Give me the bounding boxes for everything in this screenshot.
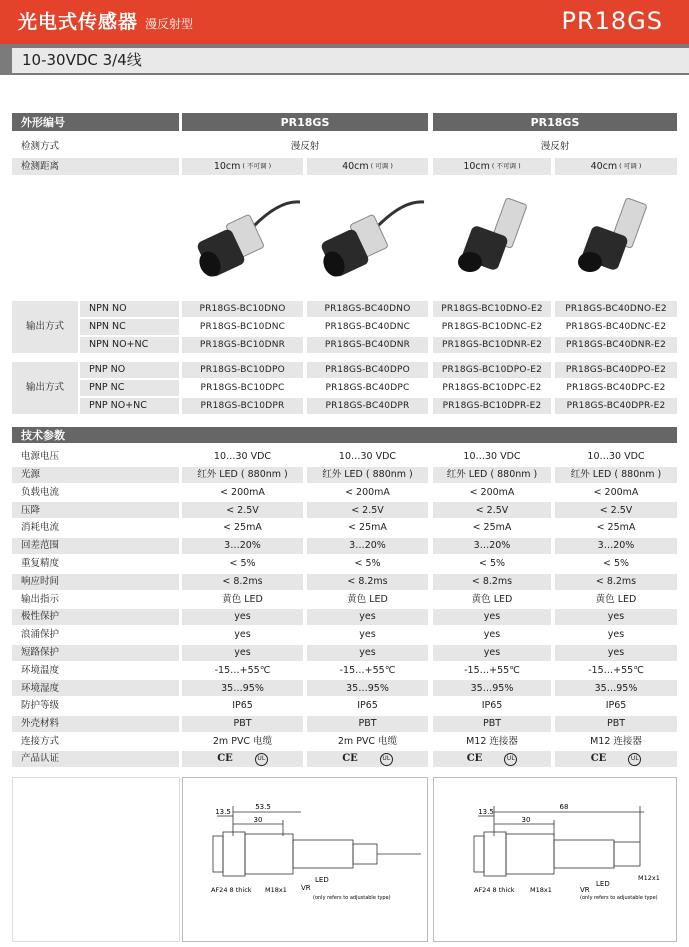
tech-param-value: 10…30 VDC — [555, 449, 677, 465]
dimension-drawing-m12 — [433, 777, 677, 942]
tech-param-value: < 200mA — [307, 485, 428, 501]
tech-param-value: 3…20% — [182, 538, 303, 554]
tech-param-value: yes — [182, 645, 303, 661]
tech-param-value: 35…95% — [307, 680, 428, 696]
output_pnp-model: PR18GS-BC10DPR-E2 — [433, 398, 551, 414]
tech-param-value: < 25mA — [182, 520, 303, 536]
tech-param-value: < 25mA — [307, 520, 428, 536]
tech-param-value: 3…20% — [555, 538, 677, 554]
dim-total-1: 53.5 — [255, 803, 271, 811]
output_pnp-model: PR18GS-BC40DPC — [307, 380, 428, 396]
distance-note: ( 可调 ) — [619, 162, 642, 171]
tech-param-value: -15…+55℃ — [182, 663, 303, 679]
dimension-drawing-cable — [182, 777, 428, 942]
output_pnp-model: PR18GS-BC10DPR — [182, 398, 303, 414]
tech-param-label: 短路保护 — [12, 645, 179, 661]
empty-drawing-panel — [12, 777, 180, 942]
dim-thread-2: 30 — [521, 816, 531, 824]
tech-param-label: 输出指示 — [12, 591, 179, 607]
tech-param-value: < 25mA — [555, 520, 677, 536]
distance-note: ( 不可调 ) — [491, 162, 521, 171]
output_npn-model: PR18GS-BC40DNO — [307, 301, 428, 317]
output_pnp-model: PR18GS-BC10DPO-E2 — [433, 362, 551, 378]
tech-param-value: PBT — [307, 716, 428, 732]
ce-mark-icon: CE — [342, 753, 358, 764]
tech-param-value: yes — [433, 645, 551, 661]
note-1: (only refers to adjustable type) — [313, 895, 391, 901]
tech-param-value: 黄色 LED — [182, 591, 303, 607]
sensor-image-cable-2 — [312, 190, 427, 285]
detect-distance-1 — [182, 158, 303, 175]
output_pnp-model: PR18GS-BC40DPR-E2 — [555, 398, 677, 414]
tech-param-value: 红外 LED ( 880nm ) — [433, 467, 551, 483]
sensor-image-m12-2 — [560, 190, 675, 285]
tech-param-value: 3…20% — [307, 538, 428, 554]
output_npn-model: PR18GS-BC10DNR-E2 — [433, 337, 551, 353]
output_pnp-model: PR18GS-BC40DPO — [307, 362, 428, 378]
tech-param-label: 重复精度 — [12, 556, 179, 572]
voltage-text: 10-30VDC 3/4线 — [12, 48, 689, 73]
tech-param-value: yes — [555, 609, 677, 625]
tech-param-value: IP65 — [182, 698, 303, 714]
tech-param-label: 环境温度 — [12, 663, 179, 679]
output_npn-model: PR18GS-BC40DNR-E2 — [555, 337, 677, 353]
tech-param-value: PBT — [182, 716, 303, 732]
output_npn-model: PR18GS-BC10DNC — [182, 319, 303, 335]
tech-param-value: < 2.5V — [182, 502, 303, 518]
tech-param-value: 10…30 VDC — [433, 449, 551, 465]
tech-param-value: M12 连接器 — [555, 734, 677, 750]
tech-param-label: 压降 — [12, 502, 179, 518]
tech-param-value: < 200mA — [182, 485, 303, 501]
tech-param-value: < 200mA — [555, 485, 677, 501]
shape-label: 外形编号 — [12, 113, 179, 131]
tech-param-value: < 5% — [555, 556, 677, 572]
sensor-image-cable-1 — [188, 190, 303, 285]
output_pnp-model: PR18GS-BC10DPC-E2 — [433, 380, 551, 396]
dim-thread-1: 30 — [253, 816, 263, 824]
ce-mark-icon: CE — [590, 753, 607, 764]
distance-value: 40cm — [590, 160, 618, 172]
distance-note: ( 不可调 ) — [242, 162, 272, 171]
label-vr-2: VR — [580, 886, 590, 894]
tech-param-value: 35…95% — [555, 680, 677, 696]
tech-param-value: yes — [433, 627, 551, 643]
tech-param-value: yes — [307, 627, 428, 643]
output_pnp-type-2: PNP NO+NC — [80, 398, 179, 414]
tech-param-value: 35…95% — [433, 680, 551, 696]
output_npn-model: PR18GS-BC40DNR — [307, 337, 428, 353]
tech-param-value: yes — [182, 609, 303, 625]
dim-head-2: 13.5 — [478, 808, 494, 816]
label-af-2: AF24 8 thick — [474, 886, 515, 894]
tech-param-value: IP65 — [555, 698, 677, 714]
output_pnp-model: PR18GS-BC10DPC — [182, 380, 303, 396]
tech-param-value: 黄色 LED — [307, 591, 428, 607]
tech-param-value: yes — [555, 627, 677, 643]
distance-value: 10cm — [213, 160, 241, 172]
tech-param-value: < 8.2ms — [182, 574, 303, 590]
page-header — [0, 0, 689, 44]
tech-param-value: < 5% — [182, 556, 303, 572]
tech-param-value: 10…30 VDC — [182, 449, 303, 465]
output_npn-model: PR18GS-BC10DNR — [182, 337, 303, 353]
tech-param-value: 红外 LED ( 880nm ) — [307, 467, 428, 483]
voltage-bar — [0, 44, 689, 75]
tech-param-value: yes — [182, 627, 303, 643]
tech-param-label: 电源电压 — [12, 449, 179, 465]
tech-param-label: 负载电流 — [12, 485, 179, 501]
tech-param-value: 红外 LED ( 880nm ) — [555, 467, 677, 483]
cert-marks-2 — [307, 751, 428, 767]
tech-param-value: < 5% — [307, 556, 428, 572]
tech-param-label: 光源 — [12, 467, 179, 483]
tech-param-label: 消耗电流 — [12, 520, 179, 536]
tech-param-value: < 200mA — [433, 485, 551, 501]
tech-param-label: 连接方式 — [12, 734, 179, 750]
tech-param-value: < 2.5V — [555, 502, 677, 518]
distance-value: 10cm — [463, 160, 490, 172]
ul-mark-icon: UL — [255, 753, 268, 766]
output_npn-type-0: NPN NO — [80, 301, 179, 317]
label-m18-1: M18x1 — [265, 886, 287, 894]
label-vr-1: VR — [301, 884, 311, 892]
tech-param-value: < 2.5V — [433, 502, 551, 518]
pnp-output-label: 输出方式 — [12, 362, 78, 414]
npn-output-label: 输出方式 — [12, 301, 78, 353]
tech-param-label: 外壳材料 — [12, 716, 179, 732]
output_pnp-type-1: PNP NC — [80, 380, 179, 396]
tech-header: 技术参数 — [12, 427, 677, 443]
tech-param-value: IP65 — [433, 698, 551, 714]
label-led-2: LED — [596, 880, 610, 888]
output_pnp-model: PR18GS-BC40DPO-E2 — [555, 362, 677, 378]
ul-mark-icon: UL — [628, 753, 641, 766]
tech-param-value: < 5% — [433, 556, 551, 572]
cert-marks-4 — [555, 751, 677, 767]
page-subtitle: 漫反射型 — [145, 17, 194, 31]
ul-mark-icon: UL — [380, 753, 393, 766]
tech-param-value: -15…+55℃ — [555, 663, 677, 679]
ce-mark-icon: CE — [217, 753, 233, 764]
tech-param-label: 环境湿度 — [12, 680, 179, 696]
tech-param-value: -15…+55℃ — [433, 663, 551, 679]
output_pnp-model: PR18GS-BC40DPC-E2 — [555, 380, 677, 396]
tech-param-label: 浪涌保护 — [12, 627, 179, 643]
tech-param-value: < 8.2ms — [307, 574, 428, 590]
tech-param-value: -15…+55℃ — [307, 663, 428, 679]
tech-param-value: 黄色 LED — [433, 591, 551, 607]
output_pnp-type-0: PNP NO — [80, 362, 179, 378]
cert-label: 产品认证 — [12, 751, 179, 767]
label-led-1: LED — [315, 876, 329, 884]
tech-param-value: 2m PVC 电缆 — [307, 734, 428, 750]
output_npn-type-1: NPN NC — [80, 319, 179, 335]
ul-mark-icon: UL — [504, 753, 517, 766]
label-m18-2: M18x1 — [530, 886, 552, 894]
tech-param-value: yes — [307, 645, 428, 661]
tech-param-label: 防护等级 — [12, 698, 179, 714]
tech-param-value: yes — [433, 609, 551, 625]
detect-distance-label: 检测距离 — [12, 158, 179, 175]
tech-param-value: 35…95% — [182, 680, 303, 696]
note-2: (only refers to adjustable type) — [580, 895, 658, 901]
tech-param-value: 3…20% — [433, 538, 551, 554]
output_npn-model: PR18GS-BC40DNC-E2 — [555, 319, 677, 335]
output_pnp-model: PR18GS-BC10DPO — [182, 362, 303, 378]
tech-param-value: PBT — [555, 716, 677, 732]
dim-total-2: 68 — [559, 803, 569, 811]
tech-param-value: yes — [555, 645, 677, 661]
model-name: PR18GS — [561, 7, 663, 35]
distance-note: ( 可调 ) — [370, 162, 393, 171]
output_npn-model: PR18GS-BC10DNO — [182, 301, 303, 317]
output_npn-model: PR18GS-BC10DNC-E2 — [433, 319, 551, 335]
detect-method-1: 漫反射 — [182, 139, 428, 155]
label-af-1: AF24 8 thick — [211, 886, 252, 894]
shape-group-1: PR18GS — [182, 113, 428, 131]
tech-param-value: 黄色 LED — [555, 591, 677, 607]
cert-marks-3 — [433, 751, 551, 767]
cert-marks-1 — [182, 751, 303, 767]
tech-param-value: 10…30 VDC — [307, 449, 428, 465]
tech-param-label: 回差范围 — [12, 538, 179, 554]
tech-param-value: < 25mA — [433, 520, 551, 536]
output_npn-model: PR18GS-BC10DNO-E2 — [433, 301, 551, 317]
tech-param-value: < 8.2ms — [555, 574, 677, 590]
output_npn-model: PR18GS-BC40DNO-E2 — [555, 301, 677, 317]
tech-param-value: < 8.2ms — [433, 574, 551, 590]
detect-method-label: 检测方式 — [12, 139, 179, 155]
distance-value: 40cm — [342, 160, 369, 172]
output_npn-model: PR18GS-BC40DNC — [307, 319, 428, 335]
sensor-image-m12-1 — [440, 190, 555, 285]
tech-param-value: 红外 LED ( 880nm ) — [182, 467, 303, 483]
dim-head-1: 13.5 — [215, 808, 231, 816]
ce-mark-icon: CE — [466, 753, 483, 764]
detect-distance-2 — [307, 158, 428, 175]
label-m12-2: M12x1 — [638, 874, 660, 882]
output_npn-type-2: NPN NO+NC — [80, 337, 179, 353]
shape-group-2: PR18GS — [433, 113, 677, 131]
tech-param-value: M12 连接器 — [433, 734, 551, 750]
tech-param-value: < 2.5V — [307, 502, 428, 518]
tech-param-label: 极性保护 — [12, 609, 179, 625]
page-title: 光电式传感器 — [18, 11, 139, 33]
detect-distance-3 — [433, 158, 551, 175]
tech-param-value: yes — [307, 609, 428, 625]
detect-distance-4 — [555, 158, 677, 175]
tech-param-value: 2m PVC 电缆 — [182, 734, 303, 750]
output_pnp-model: PR18GS-BC40DPR — [307, 398, 428, 414]
detect-method-2: 漫反射 — [433, 139, 677, 155]
tech-param-value: IP65 — [307, 698, 428, 714]
tech-param-value: PBT — [433, 716, 551, 732]
tech-param-label: 响应时间 — [12, 574, 179, 590]
